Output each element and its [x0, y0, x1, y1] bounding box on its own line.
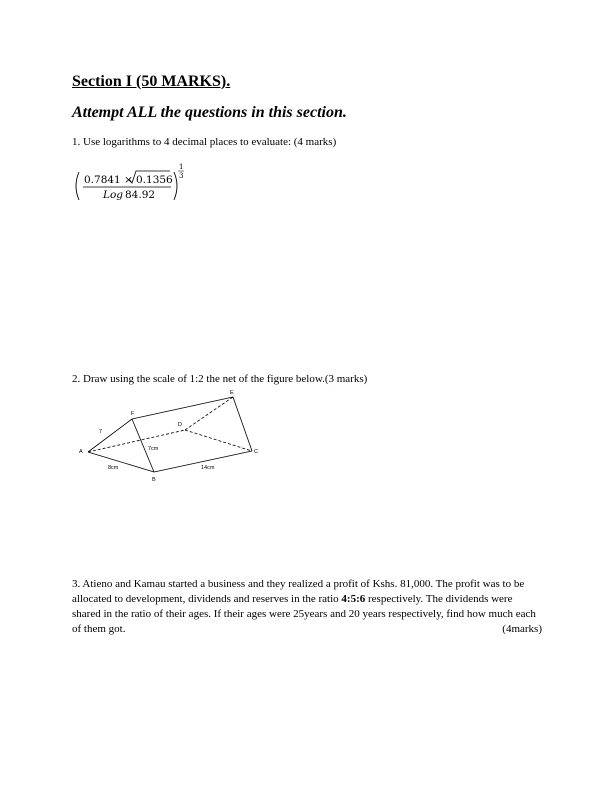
section-title: Section I (50 MARKS). [72, 73, 231, 90]
measure-bc: 14cm [201, 465, 215, 471]
numerator-text: 0.7841 × [84, 174, 133, 186]
question-2-text: 2. Draw using the scale of 1:2 the net of the figure below.(3 marks) [72, 373, 368, 385]
question-1-text: 1. Use logarithms to 4 decimal places to evaluate: (4 marks) [72, 136, 337, 148]
measure-af: 7 [99, 429, 103, 435]
edge-ec [233, 397, 252, 451]
vertex-label-c: C [254, 449, 258, 455]
question-3-ratio: 4:5:6 [341, 593, 366, 605]
vertex-label-a: A [79, 449, 83, 455]
edge-fe [132, 397, 233, 419]
question-1-formula [72, 160, 212, 205]
exponent-denominator: 3 [179, 172, 184, 180]
question-3-text-start: 3. Atieno and Kamau started a business and they realized a profit of Kshs. 81,000. The profit was to be allocated to development, dividends and reserves in the ratio [72, 578, 525, 605]
vertex-label-b: B [152, 477, 156, 483]
radicand-text: 0.1356 [136, 174, 173, 186]
measure-fb: 7cm [148, 446, 159, 452]
question-3-text-end: respectively. The dividends were shared in the ratio of their ages. If their ages were 25years and 20 years respectively, find how much each of them got. [72, 593, 536, 635]
denominator-log: Log [103, 189, 124, 201]
left-paren [76, 172, 79, 200]
exponent-numerator: 1 [179, 163, 184, 171]
vertex-label-f: F [131, 411, 135, 417]
right-paren [174, 172, 177, 200]
edge-dc [185, 430, 252, 451]
vertex-label-d: D [178, 422, 182, 428]
question-3-marks: (4marks) [502, 623, 542, 635]
measure-ab: 8cm [108, 465, 119, 471]
edge-ab [88, 452, 154, 472]
prism-diagram [76, 388, 266, 488]
denominator-value: 84.92 [125, 189, 156, 201]
section-instruction: Attempt ALL the questions in this section. [72, 104, 347, 121]
question-3-block [72, 577, 542, 637]
vertex-label-e: E [230, 390, 234, 396]
